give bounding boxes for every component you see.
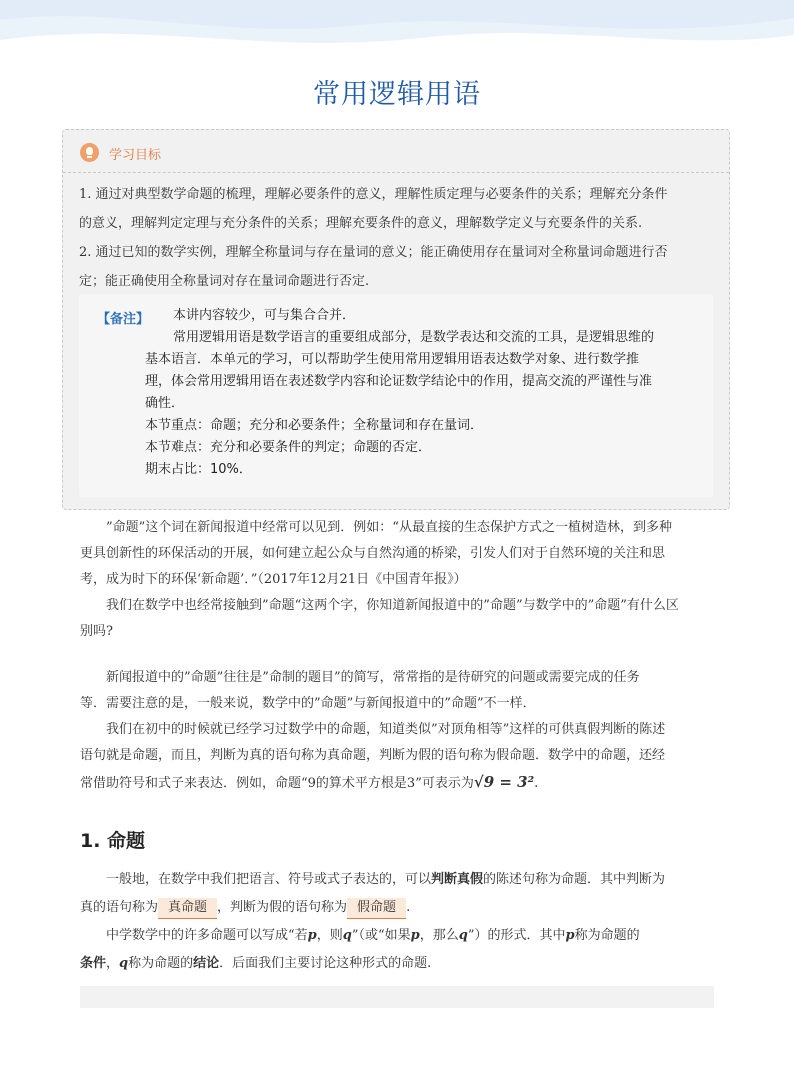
fill-blank-answer: 假命题 (347, 898, 406, 919)
math-variable-p: p (410, 928, 420, 943)
math-variable-q: q (119, 956, 129, 971)
bold-term: 判断真假 (431, 872, 484, 887)
note-line: 本节难点：充分和必要条件的判定；命题的否定． (145, 440, 432, 455)
note-box (79, 294, 713, 497)
text-segment: ”（或“如果 (351, 928, 411, 943)
text-segment: ，则 (316, 928, 343, 943)
content-placeholder-bar (80, 986, 714, 1008)
text-line (80, 769, 712, 797)
learning-goals-text (79, 180, 715, 296)
learning-goals-box (62, 129, 730, 510)
note-line: 常用逻辑用语是数学语言的重要组成部分，是数学表达和交流的工具，是逻辑思维的 (173, 330, 655, 345)
math-variable-q: q (342, 928, 352, 943)
text-line: 别吗? (80, 624, 113, 639)
goal-line: 定；能正确使用全称量词对存在量词命题进行否定. (79, 274, 370, 289)
text-segment: . (534, 776, 539, 791)
text-segment: ，判断为假的语句称为 (217, 900, 348, 915)
learning-goals-header (63, 130, 729, 173)
learning-goals-title: 学习目标 (109, 148, 162, 163)
math-variable-q: q (458, 928, 468, 943)
text-segment: 常借助符号和式子来表达．例如，命题“9的算术平方根是3”可表示为 (80, 776, 474, 791)
text-line: 我们在数学中也经常接触到”命题“这两个字，你知道新闻报道中的”命题”与数学中的”命题”有什么区 (106, 598, 679, 613)
text-segment: ， (106, 956, 120, 971)
text-segment: 一般地，在数学中我们把语言、符号或式子表达的，可以 (106, 872, 432, 887)
text-line (80, 950, 712, 978)
bold-term: 条件 (80, 956, 107, 971)
text-line: 考，成为时下的环保‘新命题’．”（2017年12月21日《中国青年报》） (80, 572, 467, 587)
text-line: ”命题”这个词在新闻报道中经常可以见到．例如：“从最直接的生态保护方式之一植树造林，到多种 (106, 520, 672, 535)
intro-paragraph-1 (80, 515, 712, 645)
text-segment: 的陈述句称为命题．其中判断为 (483, 872, 666, 887)
goal-line: 1. 通过对典型数学命题的梳理，理解必要条件的意义，理解性质定理与必要条件的关系；理解充分条件 (79, 187, 668, 202)
fill-blank-answer: 真命题 (158, 898, 217, 919)
intro-paragraph-3 (80, 665, 712, 797)
note-line: 确性． (145, 396, 185, 411)
text-line: 新闻报道中的”命题”往往是”命制的题目”的简写，常常指的是待研究的问题或需要完成的任务 (106, 670, 640, 685)
text-segment: 中学数学中的许多命题可以写成“若 (106, 928, 308, 943)
text-segment: 称为命题的 (128, 956, 194, 971)
text-segment: ”）的形式．其中 (467, 928, 566, 943)
note-line: 理，体会常用逻辑用语在表述数学内容和论证数学结论中的作用，提高交流的严谨性与准 (145, 374, 653, 389)
note-line: 基本语言．本单元的学习，可以帮助学生使用常用逻辑用语表达数学对象、进行数学推 (145, 352, 640, 367)
text-segment: 真的语句称为 (80, 900, 159, 915)
header-wave-decoration (0, 0, 794, 60)
note-line: 本讲内容较少，可与集合合并． (173, 308, 356, 323)
text-line (80, 894, 712, 922)
text-segment: ．后面我们主要讨论这种形式的命题. (219, 956, 432, 971)
text-line: 语句就是命题，而且，判断为真的语句称为真命题，判断为假的语句称为假命题．数学中的命题，还经 (80, 748, 666, 763)
goal-line: 的意义，理解判定定理与充分条件的关系；理解充要条件的意义，理解数学定义与充要条件的关系. (79, 216, 643, 231)
bold-term: 结论 (193, 956, 220, 971)
text-line: 等．需要注意的是，一般来说，数学中的”命题”与新闻报道中的”命题”不一样． (80, 696, 536, 711)
goal-line: 2. 通过已知的数学实例，理解全称量词与存在量词的意义；能正确使用存在量词对全称量词命题进行否 (79, 245, 668, 260)
text-line: 我们在初中的时候就已经学习过数学中的命题，知道类似”对顶角相等”这样的可供真假判断的陈述 (106, 722, 666, 737)
text-segment: 称为命题的 (574, 928, 640, 943)
section-heading: 1. 命题 (80, 830, 146, 852)
note-label: 【备注】 (97, 312, 150, 327)
text-line: 更具创新性的环保活动的开展，如何建立起公众与自然沟通的桥梁，引发人们对于自然环境的关注和思 (80, 546, 666, 561)
lightbulb-icon (80, 143, 99, 162)
math-variable-p: p (307, 928, 317, 943)
page-title: 常用逻辑用语 (313, 79, 481, 110)
note-line: 本节重点：命题；充分和必要条件；全称量词和存在量词． (145, 418, 484, 433)
text-segment: ，那么 (419, 928, 459, 943)
section-paragraph (80, 866, 712, 978)
text-segment: . (406, 900, 411, 915)
math-variable-p: p (565, 928, 575, 943)
math-expression: √9 = 3² (473, 773, 535, 791)
note-line: 期末占比：10%． (145, 462, 252, 477)
text-line (80, 866, 712, 894)
text-line (80, 922, 712, 950)
